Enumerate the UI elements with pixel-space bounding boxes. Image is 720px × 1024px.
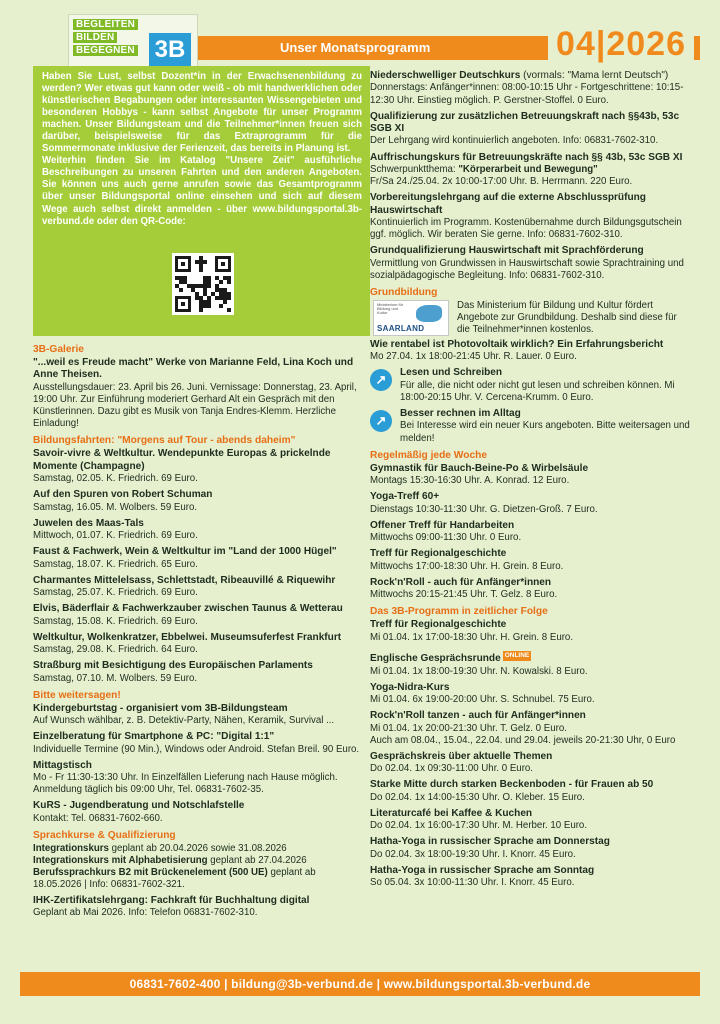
list-item	[370, 245, 690, 282]
course-title: Berufssprachkurs B2 mit Brückenelement (500 UE)	[33, 866, 268, 878]
stairs-icon: ↗	[370, 369, 392, 391]
logo-word: BEGEGNEN	[73, 45, 138, 56]
course-info: Bei Interesse wird ein neuer Kurs angeboten. Bitte weitersagen und melden!	[400, 420, 690, 444]
section-heading: Bildungsfahrten: "Morgens auf Tour - abends daheim"	[33, 435, 296, 447]
item-info: Mittwoch, 01.07. K. Friedrich. 69 Euro.	[33, 530, 198, 541]
item-info: Der Lehrgang wird kontinuierlich angeboten. Info: 06831-7602-310.	[370, 135, 659, 147]
list-item	[370, 619, 690, 644]
qr-module	[199, 268, 203, 272]
item-info: Samstag, 25.07. K. Friedrich. 69 Euro.	[33, 587, 198, 598]
item-info: Samstag, 02.05. K. Friedrich. 69 Euro.	[33, 473, 198, 484]
item-info: Kontakt: Tel. 06831-7602-660.	[33, 812, 163, 824]
qr-finder	[215, 256, 231, 272]
list-item	[370, 682, 690, 707]
course-info: Für alle, die nicht oder nicht gut lesen und schreiben können. Mi 18:00-20:15 Uhr. V. Cercena-Krumm. 0 Euro.	[400, 379, 675, 403]
saarland-sponsor	[370, 300, 690, 336]
item-title: Starke Mitte durch starken Beckenboden - für Frauen ab 50	[370, 779, 654, 791]
item-title: Rock'n'Roll tanzen - auch für Anfänger*innen	[370, 710, 586, 722]
qr-module	[199, 308, 203, 312]
ihk-course	[33, 895, 364, 920]
item-info: Dienstags 10:30-11:30 Uhr. G. Dietzen-Groß. 7 Euro.	[370, 503, 598, 515]
sponsor-text: Das Ministerium für Bildung und Kultur fördert Angebote zur Grundbildung. Deshalb sind diese für die Teilnehmer*innen kostenlos.	[457, 299, 677, 335]
course-title: Besser rechnen im Alltag	[400, 408, 521, 420]
item-info: Individuelle Termine (90 Min.), Windows oder Android. Stefan Breil. 90 Euro.	[33, 743, 360, 755]
trips-list	[33, 448, 364, 684]
item-title: Englische Gesprächsrunde	[370, 652, 501, 664]
logo-word: BEGLEITEN	[73, 19, 138, 30]
list-item	[33, 546, 364, 571]
language-course	[33, 843, 364, 855]
course-entry	[370, 367, 690, 404]
schedule-list	[370, 619, 690, 889]
item-info: Samstag, 07.10. M. Wolbers. 59 Euro.	[33, 672, 198, 684]
list-item	[370, 710, 690, 747]
item-title: Literaturcafé bei Kaffee & Kuchen	[370, 807, 533, 819]
item-title: Treff für Regionalgeschichte	[370, 548, 507, 560]
item-subtitle	[370, 164, 690, 176]
section-heading: Sprachkurse & Qualifizierung	[33, 829, 176, 841]
item-title: Hatha-Yoga in russischer Sprache am Donnerstag	[370, 836, 610, 848]
item-title: Grundqualifizierung Hauswirtschaft mit Sprachförderung	[370, 245, 644, 257]
language-course	[33, 855, 364, 867]
item-note: (vormals: "Mama lernt Deutsch")	[520, 70, 669, 81]
item-title: Savoir-vivre & Weltkultur. Wendepunkte Europas & prickelnde Momente (Champagne)	[33, 448, 331, 472]
list-item	[370, 463, 690, 488]
galerie-title: "...weil es Freude macht" Werke von Marianne Feld, Lina Koch und Anne Theisen.	[33, 357, 354, 381]
course-list	[370, 70, 690, 282]
item-title: Weltkultur, Wolkenkratzer, Ebbelwei. Museumsuferfest Frankfurt	[33, 631, 342, 643]
logo-word: BILDEN	[73, 32, 117, 43]
qr-module	[227, 308, 231, 312]
list-item	[33, 489, 364, 514]
footer-contact[interactable]: 06831-7602-400 | bildung@3b-verbund.de | www.bildungsportal.3b-verbund.de	[20, 972, 700, 996]
left-column	[33, 342, 364, 924]
course-title: Integrationskurs	[33, 842, 109, 854]
item-title: Niederschwelliger Deutschkurs (vormals: "Mama lernt Deutsch")	[370, 70, 669, 81]
list-item	[370, 865, 690, 890]
item-info: Mi 01.04. 1x 20:00-21:30 Uhr. T. Gelz. 0 Euro.	[370, 722, 567, 734]
qr-module	[227, 280, 231, 284]
item-title: Straßburg mit Besichtigung des Europäischen Parlaments	[33, 660, 313, 672]
item-title: KuRS - Jugendberatung und Notschlafstelle	[33, 800, 245, 812]
logo-mark: 3B	[149, 33, 191, 67]
qr-module	[207, 304, 211, 308]
galerie-entry	[33, 357, 364, 430]
item-title: Rock'n'Roll - auch für Anfänger*innen	[370, 576, 552, 588]
language-course	[33, 867, 364, 891]
qr-module	[227, 296, 231, 300]
list-item	[370, 111, 690, 148]
intro-text: Haben Sie Lust, selbst Dozent*in in der Erwachsenenbildung zu werden? Wer etwas gut kann oder weiß - ob mit handwerklichen oder künstlerischen Begabungen oder interessanten Wissengebieten und besonderen Hobbys - kann selbst Angebote für unser Programm machen. Unser Bildungsteam und die Teilnehmer*innen freuen sich darüber, beispielsweise für das Extraprogramm für die Sommermonate inklusive der Ferienzeit, das bereits in Planung ist.	[42, 71, 362, 155]
item-title: Einzelberatung für Smartphone & PC: "Digital 1:1"	[33, 731, 275, 743]
item-title: Charmantes Mittelelsass, Schlettstadt, Ribeauvillé & Riquewihr	[33, 574, 336, 586]
item-title: Kindergeburtstag - organisiert vom 3B-Bildungsteam	[33, 702, 288, 714]
map-icon	[416, 305, 442, 322]
item-title: Offener Treff für Handarbeiten	[370, 519, 515, 531]
subtitle-label: Schwerpunktthema:	[370, 163, 459, 175]
item-info: Fr/Sa 24./25.04. 2x 10:00-17:00 Uhr. B. Herrmann. 220 Euro.	[370, 176, 633, 187]
item-title: Juwelen des Maas-Tals	[33, 517, 144, 529]
notice-list	[33, 703, 364, 825]
intro-box	[33, 66, 370, 336]
course-title: Wie rentabel ist Photovoltaik wirklich? Ein Erfahrungsbericht	[370, 338, 664, 350]
list-item	[33, 518, 364, 543]
qr-finder	[175, 296, 191, 312]
issue-date: 04|2026	[548, 22, 694, 66]
intro-text-2: Weiterhin finden Sie im Katalog "Unsere Zeit" ausführliche Beschreibungen zu unseren Fahrten und den anderen Angeboten. Sie können uns auch gerne anrufen sowie das Gesamtprogramm über unser Bildungsportal online einsehen und sich auf diesem Wege auch selbst direkt anmelden - über www.bildungsportal.3b-verbund.de oder den QR-Code:	[42, 155, 362, 227]
section-heading: Bitte weitersagen!	[33, 689, 121, 701]
list-item	[370, 520, 690, 545]
item-info: Montags 15:30-16:30 Uhr. A. Konrad. 12 Euro.	[370, 475, 570, 487]
list-item	[370, 648, 690, 678]
qr-module	[207, 284, 211, 288]
item-info: Do 02.04. 1x 09:30-11:00 Uhr. 0 Euro.	[370, 763, 533, 775]
list-item	[33, 603, 364, 628]
list-item	[370, 751, 690, 776]
course-info: geplant ab 20.04.2026 sowie 31.08.2026	[108, 842, 287, 854]
course-title: IHK-Zertifikatslehrgang: Fachkraft für Buchhaltung digital	[33, 895, 310, 907]
item-info: Samstag, 16.05. M. Wolbers. 59 Euro.	[33, 501, 198, 513]
item-title: Yoga-Treff 60+	[370, 491, 440, 503]
list-item	[33, 448, 364, 485]
item-info: Mi 01.04. 6x 19:00-20:00 Uhr. S. Schnubel. 75 Euro.	[370, 694, 595, 706]
item-info: Vermittlung von Grundwissen in Hauswirtschaft sowie Sprachtraining und sozialpädagogische Begleitung. Info: 06831-7602-310.	[370, 257, 684, 281]
list-item	[33, 632, 364, 657]
section-heading: Regelmäßig jede Woche	[370, 449, 487, 461]
subtitle-topic: "Körperarbeit und Bewegung"	[458, 163, 598, 175]
item-info: Samstag, 15.08. K. Friedrich. 69 Euro.	[33, 615, 198, 627]
right-column	[370, 70, 690, 893]
item-info: Mi 01.04. 1x 17:00-18:30 Uhr. H. Grein. 8 Euro.	[370, 631, 574, 643]
header-title: Unser Monatsprogramm	[280, 40, 431, 55]
item-info: Do 02.04. 3x 18:00-19:30 Uhr. I. Knorr. 45 Euro.	[370, 848, 576, 860]
course-info: Geplant ab Mai 2026. Info: Telefon 06831-7602-310.	[33, 907, 258, 919]
list-item	[33, 575, 364, 600]
course-entry	[370, 339, 690, 364]
qr-module	[219, 280, 223, 284]
item-info: Auf Wunsch wählbar, z. B. Detektiv-Party, Nähen, Keramik, Survival ...	[33, 715, 335, 726]
qr-module	[223, 300, 227, 304]
item-info: Do 02.04. 1x 14:00-15:30 Uhr. O. Kleber. 15 Euro.	[370, 791, 585, 803]
list-item	[370, 577, 690, 602]
section-heading: Das 3B-Programm in zeitlicher Folge	[370, 606, 548, 618]
list-item	[370, 548, 690, 573]
item-info: So 05.04. 3x 10:00-11:30 Uhr. I. Knorr. 45 Euro.	[370, 877, 575, 889]
course-entry	[370, 408, 690, 445]
item-info: Mo - Fr 11:30-13:30 Uhr. In Einzelfällen Lieferung nach Hause möglich. Anmeldung täglich bis 09:00 Uhr, Tel. 06831-7602-35.	[33, 772, 338, 796]
weekly-list	[370, 463, 690, 602]
item-info: Samstag, 29.08. K. Friedrich. 64 Euro.	[33, 644, 198, 655]
list-item	[370, 779, 690, 804]
qr-module	[219, 304, 223, 308]
item-title: Yoga-Nidra-Kurs	[370, 681, 450, 693]
list-item	[33, 800, 364, 825]
qr-code-icon[interactable]	[172, 253, 234, 315]
galerie-text: Ausstellungsdauer: 23. April bis 26. Juni. Vernissage: Donnerstag, 23. April, 19:00 Uhr. Zur Einführung moderiert Gerhard Alt ein Gespräch mit den Künstlerinnen. Dazu gibt es Musik von Tanja Endres-Klemm. Herzliche Einladung!	[33, 381, 357, 430]
course-title: Integrationskurs mit Alphabetisierung	[33, 854, 208, 866]
item-info: Do 02.04. 1x 16:00-17:30 Uhr. M. Herber. 10 Euro.	[370, 820, 588, 832]
item-title: Hatha-Yoga in russischer Sprache am Sonntag	[370, 864, 595, 876]
item-info: Mittwochs 20:15-21:45 Uhr. T. Gelz. 8 Euro.	[370, 589, 558, 601]
list-item	[370, 491, 690, 516]
course-info: geplant ab 27.04.2026	[207, 854, 307, 866]
list-item	[370, 192, 690, 241]
item-title: Vorbereitungslehrgang auf die externe Abschlussprüfung Hauswirtschaft	[370, 192, 646, 216]
item-title: Gymnastik für Bauch-Beine-Po & Wirbelsäule	[370, 462, 589, 474]
list-item	[33, 660, 364, 685]
list-item	[370, 70, 690, 107]
list-item	[370, 152, 690, 189]
list-item	[370, 836, 690, 861]
item-info: Mittwochs 17:00-18:30 Uhr. H. Grein. 8 Euro.	[370, 560, 564, 572]
course-title: Lesen und Schreiben	[400, 367, 503, 379]
item-title: Qualifizierung zur zusätzlichen Betreuungskraft nach §§43b, 53c SGB XI	[370, 110, 680, 134]
list-item	[33, 703, 364, 728]
section-heading: 3B-Galerie	[33, 344, 84, 355]
item-title: Mittagstisch	[33, 759, 92, 771]
list-item	[370, 808, 690, 833]
saarland-logo	[373, 300, 449, 336]
qr-module	[179, 288, 183, 292]
course-info: geplant ab 18.05.2026 | Info: 06831-7602-321.	[33, 866, 316, 890]
section-heading: Grundbildung	[370, 286, 438, 298]
list-item	[33, 760, 364, 797]
item-info: Auch am 08.04., 15.04., 22.04. und 29.04. jeweils 20-21:30 Uhr, 0 Euro	[370, 734, 676, 746]
item-info: Mi 01.04. 1x 18:00-19:30 Uhr. N. Kowalski. 8 Euro.	[370, 665, 588, 677]
item-title: Elvis, Bäderflair & Fachwerkzauber zwischen Taunus & Wetterau	[33, 603, 343, 615]
qr-module	[203, 260, 207, 264]
item-info: Samstag, 18.07. K. Friedrich. 65 Euro.	[33, 558, 198, 570]
online-badge: ONLINE	[504, 652, 530, 660]
item-title: Auffrischungskurs für Betreuungskräfte nach §§ 43b, 53c SGB XI	[370, 151, 683, 163]
course-info: Mo 27.04. 1x 18:00-21:45 Uhr. R. Lauer. 0 Euro.	[370, 351, 577, 363]
item-info: Donnerstags: Anfänger*innen: 08:00-10:15 Uhr - Fortgeschrittene: 10:15-12:30 Uhr. Einstieg möglich. P. Gerstner-Stoffel. 0 Euro.	[370, 82, 684, 106]
qr-finder	[175, 256, 191, 272]
logo-name: SAARLAND	[377, 323, 425, 333]
item-title: Auf den Spuren von Robert Schuman	[33, 489, 213, 501]
list-item	[33, 731, 364, 756]
item-info: Mittwochs 09:00-11:30 Uhr. 0 Euro.	[370, 532, 522, 544]
logo	[68, 14, 198, 72]
item-title: Faust & Fachwerk, Wein & Weltkultur im "Land der 1000 Hügel"	[33, 546, 337, 558]
program-page	[20, 12, 700, 1012]
logo-small-text: Ministerium für Bildung und Kultur	[377, 301, 404, 315]
item-info: Kontinuierlich im Programm. Kostenübernahme durch Bildungsgutschein ggf. möglich. Wir beraten Sie gerne. Info: 06831-7602-310.	[370, 216, 682, 240]
item-title: Treff für Regionalgeschichte	[370, 619, 507, 631]
stairs-icon: ↗	[370, 410, 392, 432]
item-title: Gesprächskreis über aktuelle Themen	[370, 750, 553, 762]
